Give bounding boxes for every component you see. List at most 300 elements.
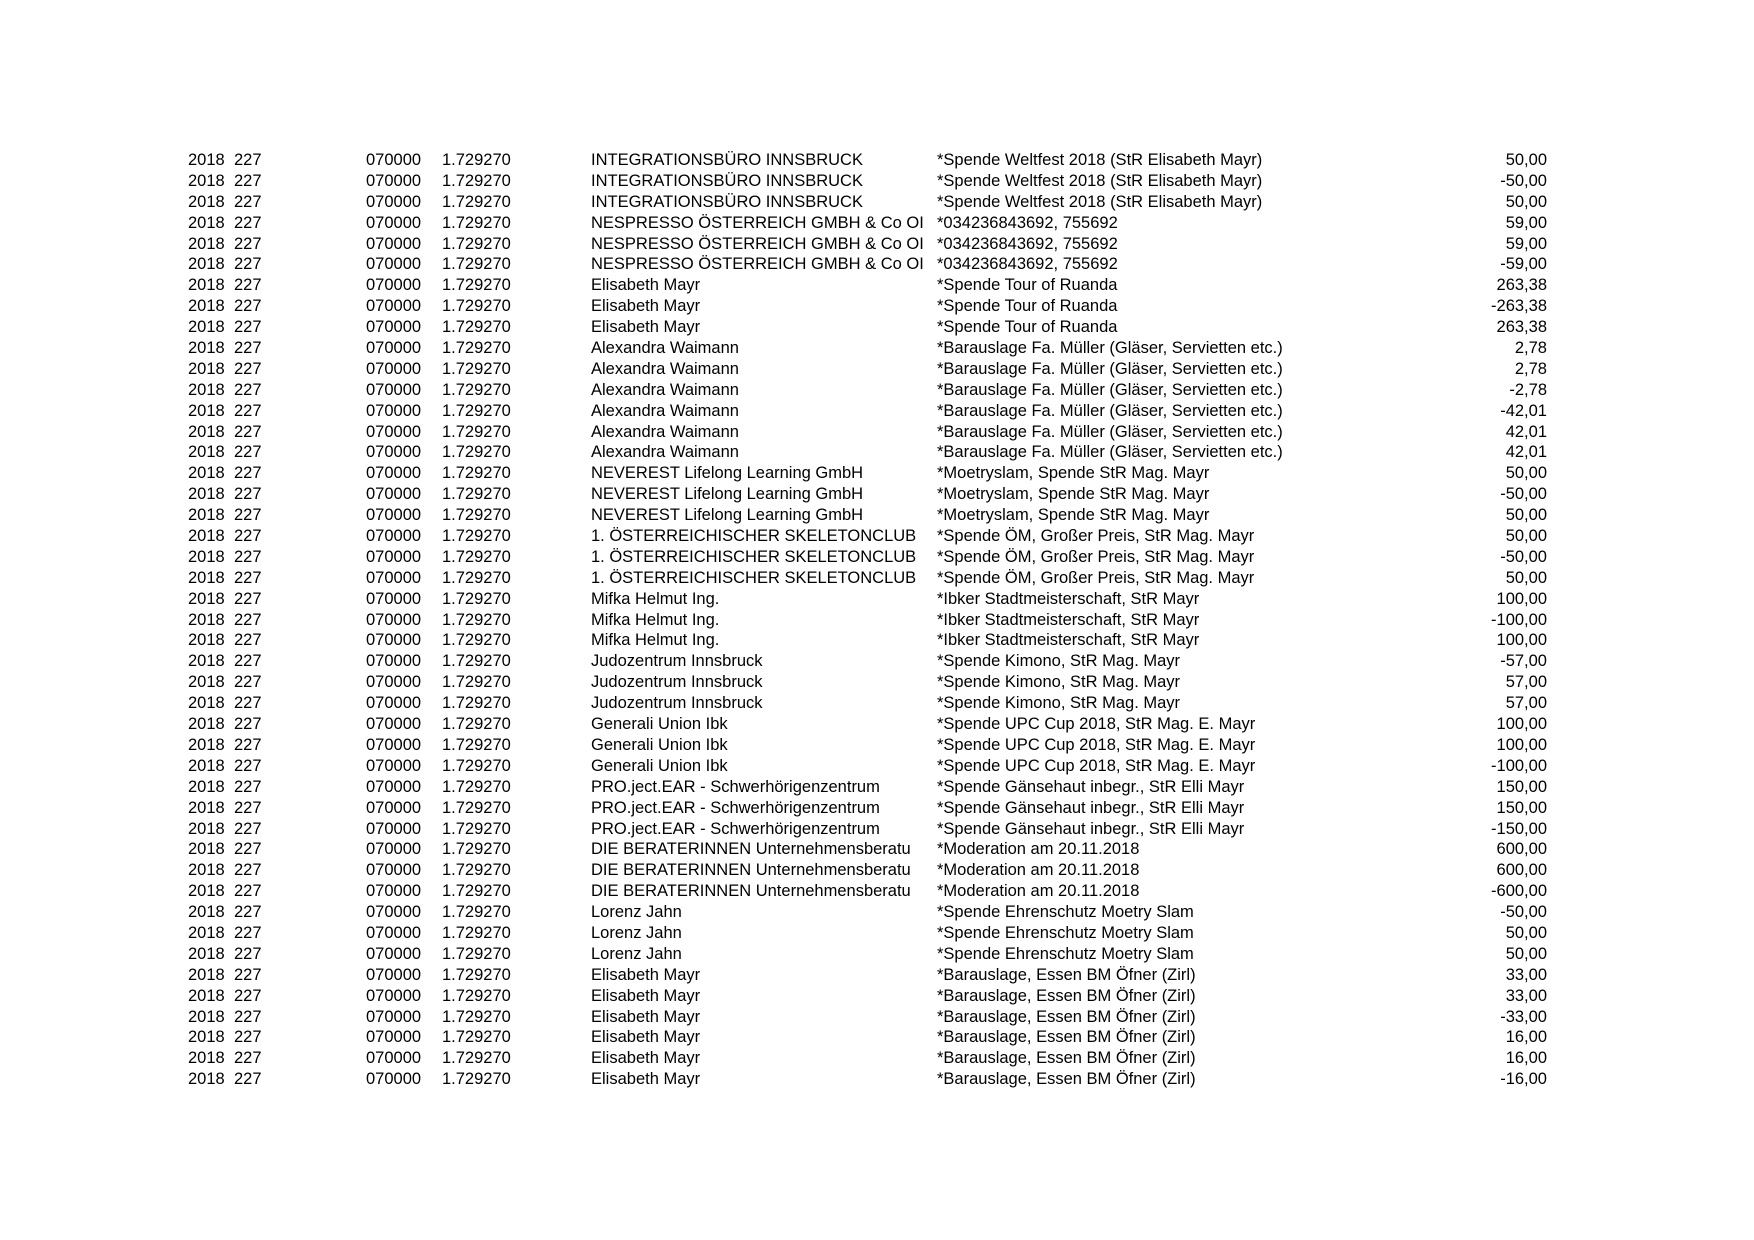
year-cell: 2018 [188,1028,225,1047]
ledger-row [0,275,1754,296]
party-cell: Elisabeth Mayr [591,1007,701,1026]
year-cell: 2018 [188,903,225,922]
party-cell: Lorenz Jahn [591,903,682,922]
ledger-row [0,568,1754,589]
booking-text-cell: *Barauslage, Essen BM Öfner (Zirl) [937,965,1196,984]
cost-center-cell: 070000 [366,694,422,713]
amount-cell: 57,00 [1505,673,1547,692]
account-cell: 1.729270 [442,840,511,859]
year-cell: 2018 [188,192,225,211]
ledger-row [0,422,1754,443]
booking-text-cell: *Barauslage Fa. Müller (Gläser, Servietten etc.) [937,339,1283,358]
ledger-row [0,1069,1754,1090]
cost-center-cell: 070000 [366,401,422,420]
ledger-row [0,714,1754,735]
year-cell: 2018 [188,673,225,692]
year-cell: 2018 [188,610,225,629]
code-cell: 227 [234,506,262,525]
party-cell: Alexandra Waimann [591,401,739,420]
year-cell: 2018 [188,568,225,587]
account-cell: 1.729270 [442,380,511,399]
amount-cell: 600,00 [1496,861,1547,880]
account-cell: 1.729270 [442,610,511,629]
booking-text-cell: *034236843692, 755692 [937,213,1118,232]
ledger-row [0,150,1754,171]
party-cell: Lorenz Jahn [591,923,682,942]
account-cell: 1.729270 [442,756,511,775]
code-cell: 227 [234,798,262,817]
account-cell: 1.729270 [442,1007,511,1026]
booking-text-cell: *Moetryslam, Spende StR Mag. Mayr [937,464,1210,483]
code-cell: 227 [234,1070,262,1089]
amount-cell: -59,00 [1500,255,1547,274]
cost-center-cell: 070000 [366,652,422,671]
code-cell: 227 [234,673,262,692]
party-cell: Judozentrum Innsbruck [591,673,763,692]
year-cell: 2018 [188,631,225,650]
party-cell: DIE BERATERINNEN Unternehmensberatu [591,861,911,880]
party-cell: Generali Union Ibk [591,735,728,754]
booking-text-cell: *Moderation am 20.11.2018 [937,840,1140,859]
party-cell: INTEGRATIONSBÜRO INNSBRUCK [591,171,863,190]
cost-center-cell: 070000 [366,547,422,566]
code-cell: 227 [234,527,262,546]
amount-cell: 100,00 [1496,631,1547,650]
amount-cell: -600,00 [1491,882,1547,901]
account-cell: 1.729270 [442,171,511,190]
amount-cell: -150,00 [1491,819,1547,838]
party-cell: INTEGRATIONSBÜRO INNSBRUCK [591,151,863,169]
cost-center-cell: 070000 [366,255,422,274]
amount-cell: 50,00 [1505,464,1547,483]
party-cell: Elisabeth Mayr [591,1070,701,1089]
cost-center-cell: 070000 [366,756,422,775]
year-cell: 2018 [188,986,225,1005]
account-cell: 1.729270 [442,568,511,587]
account-cell: 1.729270 [442,735,511,754]
code-cell: 227 [234,318,262,337]
ledger-row [0,798,1754,819]
party-cell: PRO.ject.EAR - Schwerhörigenzentrum [591,819,880,838]
account-cell: 1.729270 [442,652,511,671]
party-cell: NEVEREST Lifelong Learning GmbH [591,485,864,504]
cost-center-cell: 070000 [366,506,422,525]
code-cell: 227 [234,631,262,650]
booking-text-cell: *Ibker Stadtmeisterschaft, StR Mayr [937,610,1200,629]
ledger-row [0,651,1754,672]
year-cell: 2018 [188,422,225,441]
cost-center-cell: 070000 [366,798,422,817]
ledger-row [0,944,1754,965]
year-cell: 2018 [188,923,225,942]
amount-cell: 16,00 [1505,1049,1547,1068]
amount-cell: 50,00 [1505,923,1547,942]
booking-text-cell: *Barauslage Fa. Müller (Gläser, Servietten etc.) [937,422,1283,441]
cost-center-cell: 070000 [366,171,422,190]
cost-center-cell: 070000 [366,986,422,1005]
party-cell: Elisabeth Mayr [591,986,701,1005]
booking-text-cell: *Spende ÖM, Großer Preis, StR Mag. Mayr [937,547,1255,566]
code-cell: 227 [234,339,262,358]
booking-text-cell: *Spende UPC Cup 2018, StR Mag. E. Mayr [937,715,1256,734]
account-cell: 1.729270 [442,944,511,963]
booking-text-cell: *Barauslage, Essen BM Öfner (Zirl) [937,1007,1196,1026]
code-cell: 227 [234,735,262,754]
ledger-row [0,401,1754,422]
code-cell: 227 [234,568,262,587]
cost-center-cell: 070000 [366,1007,422,1026]
year-cell: 2018 [188,798,225,817]
amount-cell: 100,00 [1496,735,1547,754]
amount-cell: 50,00 [1505,527,1547,546]
account-cell: 1.729270 [442,798,511,817]
ledger-row [0,881,1754,902]
ledger-row [0,630,1754,651]
party-cell: Elisabeth Mayr [591,276,701,295]
ledger-row [0,923,1754,944]
amount-cell: 57,00 [1505,694,1547,713]
ledger-row [0,192,1754,213]
account-cell: 1.729270 [442,1049,511,1068]
amount-cell: -33,00 [1500,1007,1547,1026]
booking-text-cell: *034236843692, 755692 [937,255,1118,274]
amount-cell: 50,00 [1505,568,1547,587]
ledger-row [0,296,1754,317]
year-cell: 2018 [188,735,225,754]
ledger-row [0,672,1754,693]
year-cell: 2018 [188,777,225,796]
year-cell: 2018 [188,715,225,734]
year-cell: 2018 [188,318,225,337]
code-cell: 227 [234,986,262,1005]
code-cell: 227 [234,840,262,859]
year-cell: 2018 [188,840,225,859]
party-cell: DIE BERATERINNEN Unternehmensberatu [591,840,911,859]
booking-text-cell: *Spende Tour of Ruanda [937,318,1118,337]
ledger-row [0,1027,1754,1048]
code-cell: 227 [234,151,262,169]
year-cell: 2018 [188,965,225,984]
booking-text-cell: *Spende Tour of Ruanda [937,297,1118,316]
cost-center-cell: 070000 [366,318,422,337]
account-cell: 1.729270 [442,694,511,713]
code-cell: 227 [234,923,262,942]
code-cell: 227 [234,464,262,483]
amount-cell: -2,78 [1509,380,1547,399]
amount-cell: 59,00 [1505,234,1547,253]
booking-text-cell: *Spende Kimono, StR Mag. Mayr [937,652,1181,671]
year-cell: 2018 [188,255,225,274]
ledger-row [0,986,1754,1007]
year-cell: 2018 [188,359,225,378]
account-cell: 1.729270 [442,589,511,608]
account-cell: 1.729270 [442,965,511,984]
year-cell: 2018 [188,485,225,504]
code-cell: 227 [234,422,262,441]
year-cell: 2018 [188,882,225,901]
party-cell: Alexandra Waimann [591,380,739,399]
code-cell: 227 [234,715,262,734]
cost-center-cell: 070000 [366,234,422,253]
cost-center-cell: 070000 [366,443,422,462]
year-cell: 2018 [188,694,225,713]
code-cell: 227 [234,903,262,922]
party-cell: Elisabeth Mayr [591,965,701,984]
amount-cell: 42,01 [1505,422,1547,441]
cost-center-cell: 070000 [366,715,422,734]
account-cell: 1.729270 [442,1028,511,1047]
ledger-row [0,484,1754,505]
party-cell: NESPRESSO ÖSTERREICH GMBH & Co OI [591,255,924,274]
year-cell: 2018 [188,819,225,838]
year-cell: 2018 [188,276,225,295]
ledger-row [0,254,1754,275]
year-cell: 2018 [188,652,225,671]
booking-text-cell: *Spende ÖM, Großer Preis, StR Mag. Mayr [937,527,1255,546]
account-cell: 1.729270 [442,422,511,441]
party-cell: Alexandra Waimann [591,339,739,358]
account-cell: 1.729270 [442,673,511,692]
cost-center-cell: 070000 [366,1049,422,1068]
party-cell: Generali Union Ibk [591,715,728,734]
account-cell: 1.729270 [442,464,511,483]
year-cell: 2018 [188,527,225,546]
code-cell: 227 [234,944,262,963]
code-cell: 227 [234,694,262,713]
code-cell: 227 [234,255,262,274]
code-cell: 227 [234,485,262,504]
account-cell: 1.729270 [442,527,511,546]
year-cell: 2018 [188,547,225,566]
party-cell: Alexandra Waimann [591,359,739,378]
account-cell: 1.729270 [442,715,511,734]
amount-cell: 50,00 [1505,506,1547,525]
ledger-row [0,839,1754,860]
booking-text-cell: *Barauslage Fa. Müller (Gläser, Servietten etc.) [937,359,1283,378]
booking-text-cell: *Ibker Stadtmeisterschaft, StR Mayr [937,589,1200,608]
code-cell: 227 [234,401,262,420]
ledger-row [0,735,1754,756]
booking-text-cell: *Spende Gänsehaut inbegr., StR Elli Mayr [937,819,1245,838]
account-cell: 1.729270 [442,401,511,420]
code-cell: 227 [234,276,262,295]
booking-text-cell: *Moderation am 20.11.2018 [937,861,1140,880]
cost-center-cell: 070000 [366,297,422,316]
year-cell: 2018 [188,1007,225,1026]
account-cell: 1.729270 [442,318,511,337]
account-cell: 1.729270 [442,777,511,796]
account-cell: 1.729270 [442,192,511,211]
account-cell: 1.729270 [442,903,511,922]
ledger-row [0,171,1754,192]
year-cell: 2018 [188,1070,225,1089]
account-cell: 1.729270 [442,485,511,504]
cost-center-cell: 070000 [366,840,422,859]
code-cell: 227 [234,589,262,608]
ledger-row [0,589,1754,610]
amount-cell: 42,01 [1505,443,1547,462]
cost-center-cell: 070000 [366,882,422,901]
booking-text-cell: *Spende Ehrenschutz Moetry Slam [937,923,1194,942]
code-cell: 227 [234,234,262,253]
booking-text-cell: *Spende Weltfest 2018 (StR Elisabeth Mayr) [937,192,1263,211]
amount-cell: -50,00 [1500,903,1547,922]
amount-cell: 50,00 [1505,944,1547,963]
booking-text-cell: *Spende Weltfest 2018 (StR Elisabeth Mayr) [937,151,1263,169]
booking-text-cell: *Ibker Stadtmeisterschaft, StR Mayr [937,631,1200,650]
party-cell: Elisabeth Mayr [591,318,701,337]
ledger-row [0,359,1754,380]
code-cell: 227 [234,882,262,901]
cost-center-cell: 070000 [366,380,422,399]
booking-text-cell: *Barauslage, Essen BM Öfner (Zirl) [937,1049,1196,1068]
amount-cell: 100,00 [1496,589,1547,608]
ledger-row [0,317,1754,338]
cost-center-cell: 070000 [366,861,422,880]
amount-cell: -57,00 [1500,652,1547,671]
amount-cell: -50,00 [1500,485,1547,504]
ledger-row [0,819,1754,840]
amount-cell: -50,00 [1500,171,1547,190]
party-cell: Judozentrum Innsbruck [591,694,763,713]
amount-cell: -42,01 [1500,401,1547,420]
booking-text-cell: *Spende Ehrenschutz Moetry Slam [937,944,1194,963]
booking-text-cell: *Barauslage Fa. Müller (Gläser, Servietten etc.) [937,380,1283,399]
account-cell: 1.729270 [442,255,511,274]
code-cell: 227 [234,861,262,880]
amount-cell: 33,00 [1505,965,1547,984]
year-cell: 2018 [188,756,225,775]
booking-text-cell: *Moetryslam, Spende StR Mag. Mayr [937,506,1210,525]
cost-center-cell: 070000 [366,1028,422,1047]
ledger-row [0,1007,1754,1028]
code-cell: 227 [234,359,262,378]
code-cell: 227 [234,1049,262,1068]
ledger-row [0,902,1754,923]
cost-center-cell: 070000 [366,903,422,922]
booking-text-cell: *Spende Tour of Ruanda [937,276,1118,295]
code-cell: 227 [234,1028,262,1047]
ledger-row [0,442,1754,463]
ledger-row [0,505,1754,526]
cost-center-cell: 070000 [366,151,422,169]
ledger-row [0,213,1754,234]
code-cell: 227 [234,652,262,671]
code-cell: 227 [234,819,262,838]
amount-cell: -263,38 [1491,297,1547,316]
amount-cell: 50,00 [1505,192,1547,211]
booking-text-cell: *Spende Gänsehaut inbegr., StR Elli Mayr [937,777,1245,796]
cost-center-cell: 070000 [366,192,422,211]
ledger-row [0,526,1754,547]
ledger-row [0,610,1754,631]
code-cell: 227 [234,756,262,775]
booking-text-cell: *Spende UPC Cup 2018, StR Mag. E. Mayr [937,756,1256,775]
amount-cell: 2,78 [1514,339,1547,358]
amount-cell: 150,00 [1496,777,1547,796]
year-cell: 2018 [188,380,225,399]
account-cell: 1.729270 [442,819,511,838]
cost-center-cell: 070000 [366,944,422,963]
account-cell: 1.729270 [442,882,511,901]
booking-text-cell: *Moderation am 20.11.2018 [937,882,1140,901]
code-cell: 227 [234,1007,262,1026]
booking-text-cell: *Spende Ehrenschutz Moetry Slam [937,903,1194,922]
cost-center-cell: 070000 [366,589,422,608]
party-cell: PRO.ject.EAR - Schwerhörigenzentrum [591,777,880,796]
booking-text-cell: *Barauslage, Essen BM Öfner (Zirl) [937,986,1196,1005]
booking-text-cell: *Barauslage Fa. Müller (Gläser, Servietten etc.) [937,401,1283,420]
party-cell: Judozentrum Innsbruck [591,652,763,671]
code-cell: 227 [234,777,262,796]
party-cell: Mifka Helmut Ing. [591,631,720,650]
party-cell: NESPRESSO ÖSTERREICH GMBH & Co OI [591,234,924,253]
code-cell: 227 [234,443,262,462]
party-cell: Alexandra Waimann [591,422,739,441]
account-cell: 1.729270 [442,234,511,253]
party-cell: PRO.ject.EAR - Schwerhörigenzentrum [591,798,880,817]
ledger-row [0,1048,1754,1069]
account-cell: 1.729270 [442,923,511,942]
amount-cell: 33,00 [1505,986,1547,1005]
account-cell: 1.729270 [442,276,511,295]
booking-text-cell: *034236843692, 755692 [937,234,1118,253]
cost-center-cell: 070000 [366,819,422,838]
account-cell: 1.729270 [442,1070,511,1089]
party-cell: Mifka Helmut Ing. [591,589,720,608]
year-cell: 2018 [188,944,225,963]
year-cell: 2018 [188,861,225,880]
amount-cell: 16,00 [1505,1028,1547,1047]
booking-text-cell: *Barauslage, Essen BM Öfner (Zirl) [937,1028,1196,1047]
booking-text-cell: *Spende UPC Cup 2018, StR Mag. E. Mayr [937,735,1256,754]
booking-text-cell: *Spende Gänsehaut inbegr., StR Elli Mayr [937,798,1245,817]
party-cell: Alexandra Waimann [591,443,739,462]
ledger-row [0,965,1754,986]
cost-center-cell: 070000 [366,673,422,692]
cost-center-cell: 070000 [366,923,422,942]
code-cell: 227 [234,192,262,211]
party-cell: NEVEREST Lifelong Learning GmbH [591,464,864,483]
account-cell: 1.729270 [442,297,511,316]
amount-cell: 263,38 [1496,276,1547,295]
cost-center-cell: 070000 [366,631,422,650]
year-cell: 2018 [188,443,225,462]
cost-center-cell: 070000 [366,610,422,629]
ledger-row [0,693,1754,714]
cost-center-cell: 070000 [366,276,422,295]
year-cell: 2018 [188,589,225,608]
year-cell: 2018 [188,213,225,232]
code-cell: 227 [234,171,262,190]
code-cell: 227 [234,213,262,232]
ledger-row [0,547,1754,568]
year-cell: 2018 [188,171,225,190]
account-cell: 1.729270 [442,359,511,378]
code-cell: 227 [234,547,262,566]
account-cell: 1.729270 [442,986,511,1005]
code-cell: 227 [234,380,262,399]
year-cell: 2018 [188,401,225,420]
cost-center-cell: 070000 [366,527,422,546]
party-cell: Generali Union Ibk [591,756,728,775]
cost-center-cell: 070000 [366,359,422,378]
cost-center-cell: 070000 [366,464,422,483]
booking-text-cell: *Barauslage, Essen BM Öfner (Zirl) [937,1070,1196,1089]
cost-center-cell: 070000 [366,777,422,796]
booking-text-cell: *Spende Weltfest 2018 (StR Elisabeth Mayr) [937,171,1263,190]
amount-cell: 59,00 [1505,213,1547,232]
